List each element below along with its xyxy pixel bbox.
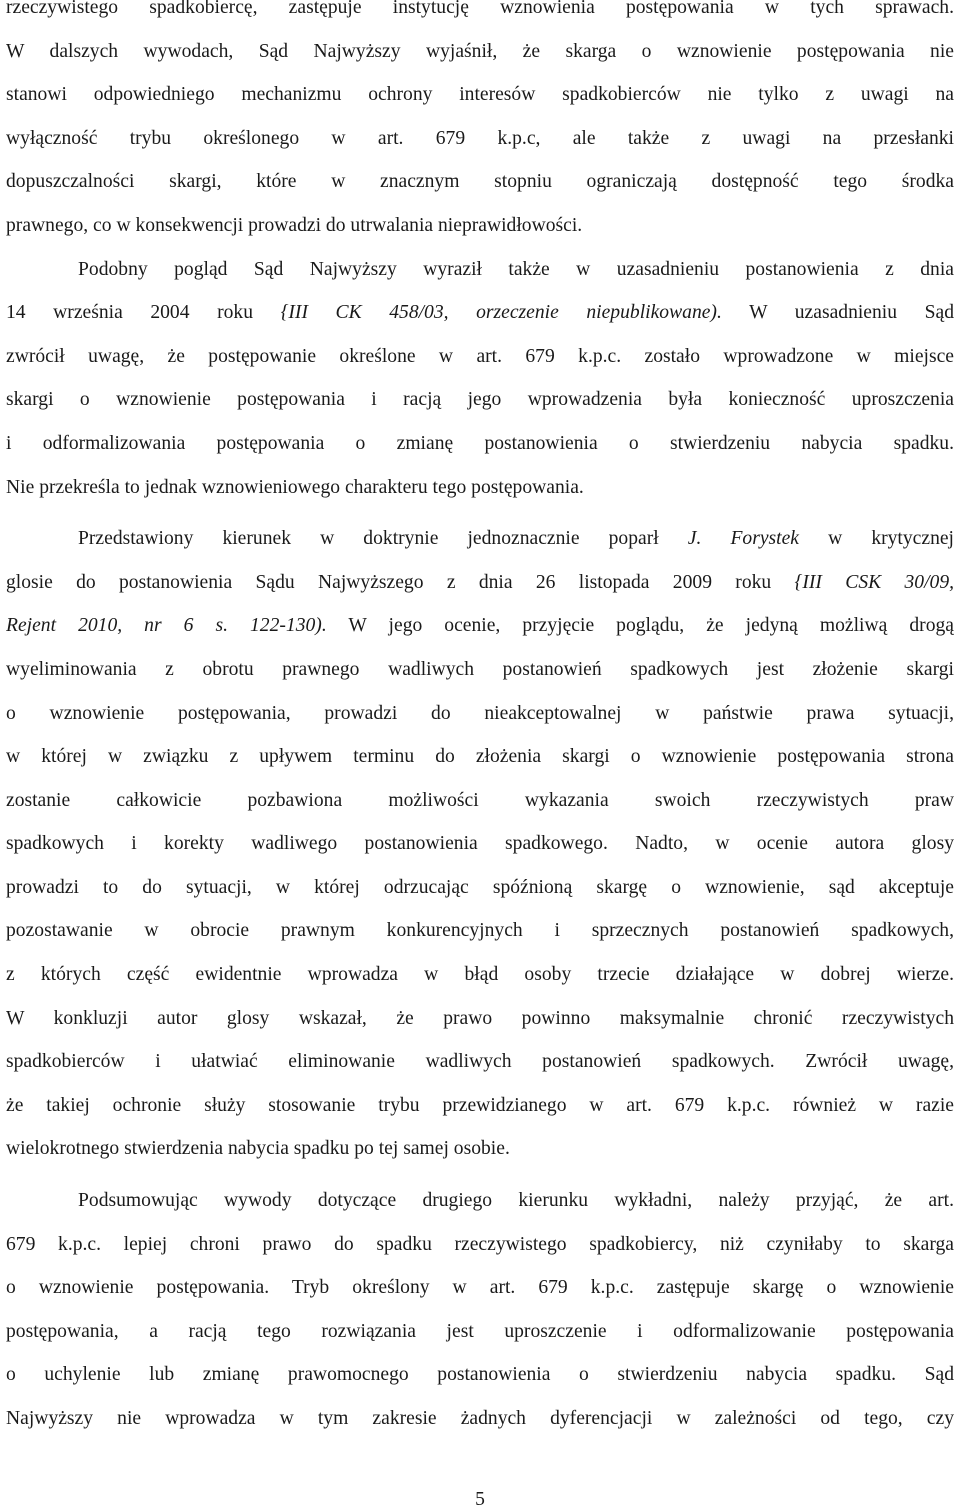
- text-line: i odformalizowania postępowania o zmianę postanowienia o stwierdzeniu nabycia spadku.: [6, 432, 954, 454]
- text-line: z których część ewidentnie wprowadza w błąd osoby trzecie działające w dobrej wierze.: [6, 964, 954, 986]
- text-line: zwrócił uwagę, że postępowanie określone w art. 679 k.p.c. zostało wprowadzone w miejsce: [6, 345, 954, 367]
- text-line: Podsumowując wywody dotyczące drugiego kierunku wykładni, należy przyjąć, że art.: [78, 1190, 954, 1212]
- paragraph-4: [6, 1179, 954, 1441]
- text-line: W konkluzji autor glosy wskazał, że prawo powinno maksymalnie chronić rzeczywistych: [6, 1007, 954, 1029]
- citation-italic: {III CSK 30/09,: [794, 571, 954, 593]
- citation-italic: {III CK 458/03, orzeczenie niepublikowane).: [280, 302, 722, 324]
- text-line: że takiej ochronie służy stosowanie trybu przewidzianego w art. 679 k.p.c. również w razie: [6, 1094, 954, 1116]
- text-line: spadkowych i korekty wadliwego postanowienia spadkowego. Nadto, w ocenie autora glosy: [6, 833, 954, 855]
- text-line: skargi o wznowienie postępowania i racją jego wprowadzenia była konieczność uproszczenia: [6, 389, 954, 411]
- text-line: rzeczywistego spadkobiercę, zastępuje instytucję wznowienia postępowania w tych sprawach.: [6, 0, 954, 18]
- text-line-with-author: Przedstawiony kierunek w doktrynie jednoznacznie poparł J. Forystek w krytycznej: [78, 528, 954, 550]
- text-line: w której w związku z upływem terminu do złożenia skargi o wznowienie postępowania strona: [6, 746, 954, 768]
- text-line-with-citation: 14 września 2004 roku {III CK 458/03, orzeczenie niepublikowane). W uzasadnieniu Sąd: [6, 302, 954, 324]
- citation-italic: Rejent 2010, nr 6 s. 122-130).: [6, 615, 327, 637]
- text-line: prawnego, co w konsekwencji prowadzi do utrwalania nieprawidłowości.: [6, 214, 583, 236]
- text-line: postępowania, a racją tego rozwiązania jest uproszczenie i odformalizowanie postępowania: [6, 1320, 954, 1342]
- text-line: o wznowienie postępowania, prowadzi do nieakceptowalnej w państwie prawa sytuacji,: [6, 702, 954, 724]
- text-line: Najwyższy nie wprowadza w tym zakresie żadnych dyferencjacji w zależności od tego, czy: [6, 1408, 954, 1429]
- text-line: W dalszych wywodach, Sąd Najwyższy wyjaśnił, że skarga o wznowienie postępowania nie: [6, 40, 954, 62]
- text-line: 679 k.p.c. lepiej chroni prawo do spadku rzeczywistego spadkobiercy, niż czyniłaby to skarga: [6, 1233, 954, 1255]
- page-number: 5: [475, 1489, 485, 1510]
- text-line-with-citation: glosie do postanowienia Sądu Najwyższego z dnia 26 listopada 2009 roku {III CSK 30/09,: [6, 571, 954, 593]
- paragraph-spacer: [6, 1171, 954, 1179]
- text-line: o wznowienie postępowania. Tryb określony w art. 679 k.p.c. zastępuje skargę o wznowienie: [6, 1277, 954, 1299]
- paragraph-1: [6, 0, 954, 248]
- text-line: Nie przekreśla to jednak wznowieniowego charakteru tego postępowania.: [6, 476, 584, 498]
- text-line: pozostawanie w obrocie prawnym konkurencyjnych i sprzecznych postanowień spadkowych,: [6, 920, 954, 942]
- text-line: zostanie całkowicie pozbawiona możliwości wykazania swoich rzeczywistych praw: [6, 789, 954, 811]
- text-line: Podobny pogląd Sąd Najwyższy wyraził także w uzasadnieniu postanowienia z dnia: [78, 258, 954, 280]
- paragraph-2: [6, 248, 954, 510]
- paragraph-spacer: [6, 509, 954, 517]
- author-italic: J. Forystek: [687, 528, 799, 550]
- text-line: stanowi odpowiedniego mechanizmu ochrony interesów spadkobierców nie tylko z uwagi na: [6, 84, 954, 106]
- paragraph-3: [6, 517, 954, 1171]
- text-line: dopuszczalności skargi, które w znacznym stopniu ograniczają dostępność tego środka: [6, 171, 954, 193]
- text-line: spadkobierców i ułatwiać eliminowanie wadliwych postanowień spadkowych. Zwrócił uwagę,: [6, 1051, 954, 1073]
- text-line: o uchylenie lub zmianę prawomocnego postanowienia o stwierdzeniu nabycia spadku. Sąd: [6, 1364, 954, 1386]
- text-line: wyeliminowania z obrotu prawnego wadliwych postanowień spadkowych jest złożenie skargi: [6, 658, 954, 680]
- text-line: wielokrotnego stwierdzenia nabycia spadku po tej samej osobie.: [6, 1138, 510, 1160]
- text-line-with-citation: Rejent 2010, nr 6 s. 122-130). W jego ocenie, przyjęcie poglądu, że jedyną możliwą drogą: [6, 615, 954, 637]
- text-line: wyłączność trybu określonego w art. 679 k.p.c, ale także z uwagi na przesłanki: [6, 127, 954, 149]
- text-line: prowadzi to do sytuacji, w której odrzucając spóźnioną skargę o wznowienie, sąd akceptuje: [6, 876, 954, 898]
- document-page: [6, 0, 954, 1441]
